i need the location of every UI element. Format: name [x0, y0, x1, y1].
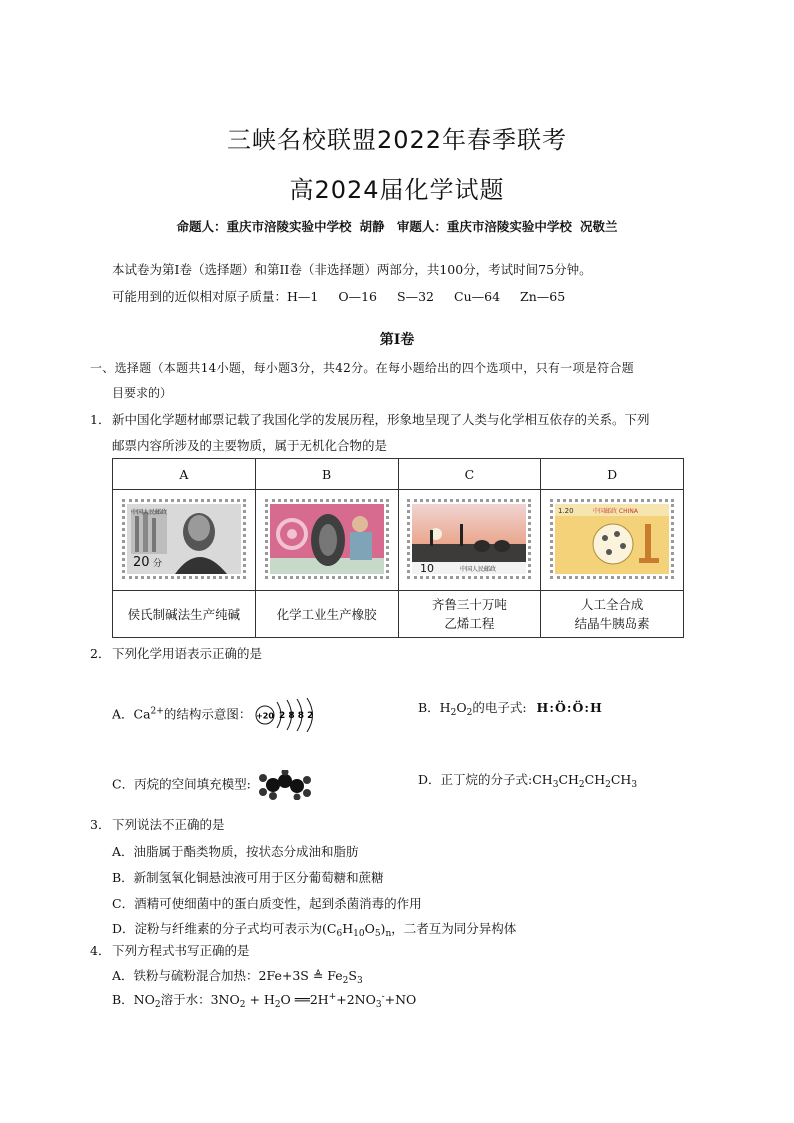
q3-option-d: [112, 919, 516, 939]
stamp-a-caption: [113, 591, 256, 638]
q4-option-a: [112, 966, 363, 986]
d-sub2: 2: [578, 780, 585, 790]
author-name: 胡静: [359, 219, 385, 234]
stamp-a-unit: 分: [152, 558, 162, 569]
shell-electrons: 2 8 8 2: [279, 711, 314, 721]
stamp-b-cell: [255, 490, 398, 591]
reviewer-name: 况敬兰: [579, 219, 618, 234]
q4a-text: A．铁粉与硫粉混合加热：2Fe+3S ≜ Fe: [112, 968, 343, 983]
q3-option-b: B．新制氢氧化铜悬浊液可用于区分葡萄糖和蔗糖: [112, 870, 384, 885]
question-3-stem: [90, 815, 225, 833]
option-d-text: D．正丁烷的分子式:CH: [418, 772, 553, 787]
q3d-sub1: 6: [336, 929, 343, 939]
option-b-o: O: [456, 700, 467, 715]
q4b-mid3: O ══2H: [280, 992, 329, 1007]
stamp-d-value: 1.20: [558, 506, 574, 515]
q3d-h: H: [342, 921, 354, 936]
q3d-o: O: [364, 921, 375, 936]
col-a-header: A: [113, 459, 256, 490]
q4b-sub3: 2: [274, 1000, 281, 1010]
q3d-n: n: [385, 929, 392, 939]
question-number: 2．: [90, 646, 111, 661]
q2-option-d: [418, 770, 637, 790]
q2-option-c: [112, 770, 311, 800]
authors-line: [0, 217, 794, 235]
stamp-c-cell: [398, 490, 541, 591]
q3d-sub2: 10: [353, 929, 365, 939]
question-1-stem: [90, 410, 650, 428]
author-school: 命题人：重庆市涪陵实验中学校: [176, 219, 352, 234]
propane-space-filling-model: [255, 770, 311, 800]
q2-option-a: [112, 698, 323, 732]
caption-b-line1: 化学工业生产橡胶: [276, 606, 377, 622]
option-a-text: 的结构示意图：: [163, 706, 252, 722]
caption-c-line2: 乙烯工程: [444, 616, 495, 631]
col-b-header: B: [255, 459, 398, 490]
atomic-mass-o: O—16: [338, 289, 378, 304]
col-c-header: C: [398, 459, 541, 490]
question-4-stem: [90, 941, 250, 959]
stamp-a-value: 20: [132, 554, 150, 570]
caption-d-line2: 结晶牛胰岛素: [574, 616, 650, 631]
question-number: 1．: [90, 412, 111, 427]
electron-formula: H:Ö:Ö:H: [536, 700, 603, 715]
stamp-c-country: 中国人民邮政: [460, 565, 497, 573]
atomic-masses: [112, 287, 585, 305]
stamp-d-country: 中国邮政 CHINA: [593, 507, 639, 515]
q4a-sub1: 2: [342, 976, 349, 986]
reviewer-school: 审题人：重庆市涪陵实验中学校: [396, 219, 572, 234]
stamp-c-caption: [398, 591, 541, 638]
q4a-sub2: 3: [356, 976, 363, 986]
question-4-text: 下列方程式书写正确的是: [112, 943, 250, 958]
question-1-stem-cont: 邮票内容所涉及的主要物质，属于无机化合物的是: [112, 438, 388, 453]
caption-a-line1: 侯氏制碱法生产纯碱: [127, 606, 241, 622]
nucleus-label: +20: [256, 711, 275, 721]
atomic-mass-cu: Cu—64: [454, 289, 501, 304]
q4b-sup1: +: [328, 992, 337, 1002]
question-3-text: 下列说法不正确的是: [112, 817, 225, 832]
caption-d-line1: 人工全合成: [580, 597, 644, 612]
q3d-post: ，二者互为同分异构体: [391, 921, 517, 936]
q4b-text: B．NO: [112, 992, 155, 1007]
exam-instructions: 本试卷为第I卷（选择题）和第II卷（非选择题）两部分，共100分，考试时间75分钟。: [112, 262, 592, 277]
option-b-sub1: 2: [450, 708, 457, 718]
d-sub1: 3: [552, 780, 559, 790]
q4b-sub1: 2: [154, 1000, 161, 1010]
d-part2: CH: [558, 772, 579, 787]
atomic-mass-s: S—32: [397, 289, 434, 304]
q3-option-c: C．酒精可使细菌中的蛋白质变性，起到杀菌消毒的作用: [112, 896, 422, 911]
q4b-mid4: +2NO: [336, 992, 376, 1007]
question-2-text: 下列化学用语表示正确的是: [112, 646, 263, 661]
stamp-c-value: 10: [420, 561, 435, 574]
q3d-sub3: 5: [374, 929, 381, 939]
q3d-pre: D．淀粉与纤维素的分子式均可表示为(C: [112, 921, 337, 936]
stamp-a-country: 中国人民邮政: [130, 508, 167, 516]
q4b-sup2: -: [381, 992, 385, 1002]
option-b-sub2: 2: [466, 708, 473, 718]
stamp-d-cell: [541, 490, 684, 591]
section-title: 第I卷: [379, 332, 415, 348]
stamp-d-caption: [541, 591, 684, 638]
caption-c-line1: 齐鲁三十万吨: [431, 597, 507, 612]
col-d-header: D: [541, 459, 684, 490]
question-number: 4．: [90, 943, 111, 958]
q2-option-b: [418, 698, 603, 718]
q4a-s: S: [348, 968, 357, 983]
d-part4: CH: [584, 772, 606, 787]
option-a-charge: 2+: [150, 706, 164, 717]
q4b-end: +NO: [384, 992, 417, 1007]
q4b-mid: 溶于水：3NO: [160, 992, 240, 1007]
q3d-close: ): [380, 921, 386, 936]
option-b-text: 的电子式:: [472, 700, 527, 715]
stamp-table: [112, 458, 684, 638]
stamp-b-caption: [255, 591, 398, 638]
option-c-text: C．丙烷的空间填充模型:: [112, 776, 251, 792]
option-a-label: A．Ca: [112, 706, 151, 722]
d-sub4: 3: [631, 780, 638, 790]
option-b-label: B．H: [418, 700, 451, 715]
q4-option-b: [112, 990, 416, 1010]
atomic-mass-label: 可能用到的近似相对原子质量：H—1: [112, 289, 319, 304]
atomic-structure-diagram: [255, 698, 323, 732]
atomic-mass-zn: Zn—65: [520, 289, 566, 304]
stamp-a-image: [122, 499, 246, 579]
question-1-text: 新中国化学题材邮票记载了我国化学的发展历程，形象地呈现了人类与化学相互依存的关系。下列: [112, 412, 650, 427]
stamp-b-image: [265, 499, 389, 579]
q4b-sub4: 3: [375, 1000, 382, 1010]
stamp-c-image: [407, 499, 531, 579]
mcq-instructions: 一、选择题（本题共14小题，每小题3分，共42分。在每小题给出的四个选项中，只有一项是符合题: [90, 361, 634, 375]
stamp-d-image: [550, 499, 674, 579]
exam-subtitle: 高2024届化学试题: [289, 176, 505, 204]
stamp-a-cell: [113, 490, 256, 591]
question-number: 3．: [90, 817, 111, 832]
d-part6: CH: [610, 772, 632, 787]
exam-title: 三峡名校联盟2022年春季联考: [226, 126, 568, 154]
q4b-mid2: + H: [245, 992, 275, 1007]
q3-option-a: A．油脂属于酯类物质，按状态分成油和脂肪: [112, 844, 359, 859]
question-2-stem: [90, 644, 262, 662]
d-sub3: 2: [605, 780, 611, 790]
mcq-instructions-cont: 目要求的）: [112, 386, 173, 400]
q4b-sub2: 2: [239, 1000, 246, 1010]
